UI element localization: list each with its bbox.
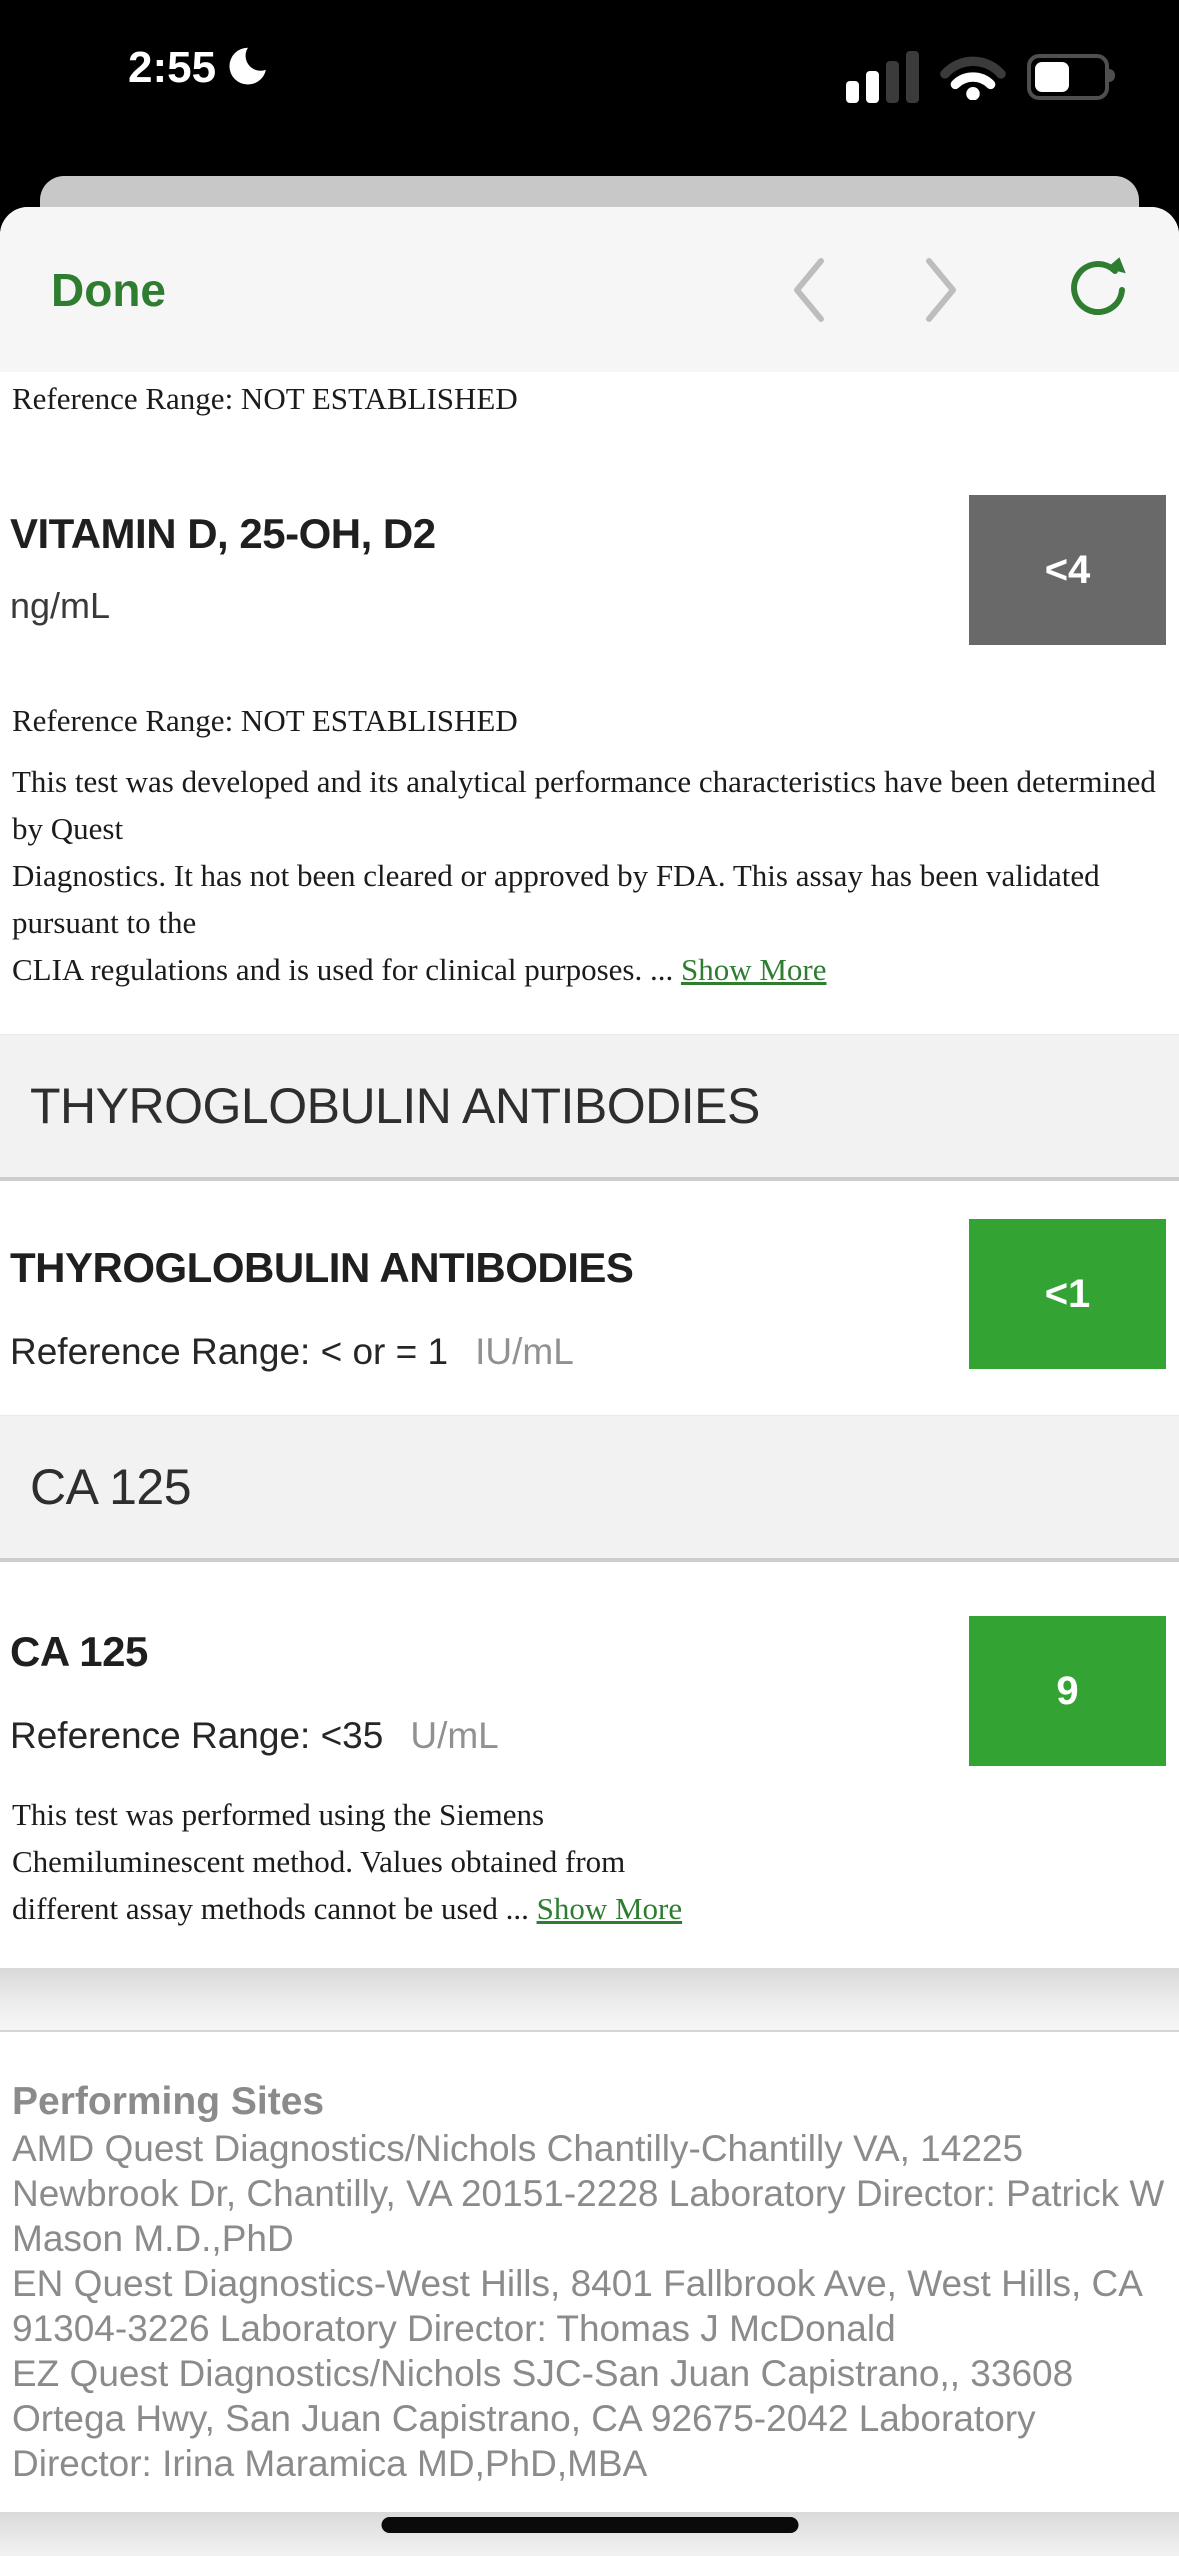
test-disclaimer	[12, 758, 1167, 993]
reference-range-unit: IU/mL	[475, 1331, 574, 1372]
reference-range-value: Reference Range: < or = 1	[10, 1331, 449, 1372]
show-more-link[interactable]: Show More	[680, 952, 827, 987]
lab-results-page	[0, 380, 1179, 2556]
section-divider	[0, 1968, 1179, 2032]
in-app-browser-sheet	[0, 207, 1179, 2556]
performing-sites-section	[0, 2032, 1179, 2486]
section-header-thyroglobulin: THYROGLOBULIN ANTIBODIES	[0, 1034, 1179, 1181]
reload-icon[interactable]	[1063, 255, 1129, 325]
reference-range-note: Reference Range: NOT ESTABLISHED	[12, 703, 518, 738]
test-unit: ng/mL	[10, 585, 111, 626]
performing-site-entry: AMD Quest Diagnostics/Nichols Chantilly-Chantilly VA, 14225 Newbrook Dr, Chantilly, VA 20151-2228 Laboratory Director: Patrick W Mason M.D.,PhD	[12, 2128, 1165, 2259]
back-chevron-icon[interactable]	[787, 255, 831, 325]
reference-range-unit: U/mL	[410, 1715, 499, 1756]
result-badge: 9	[969, 1616, 1166, 1766]
test-name: THYROGLOBULIN ANTIBODIES	[10, 1244, 634, 1291]
do-not-disturb-moon-icon	[226, 42, 272, 93]
home-indicator[interactable]	[381, 2517, 798, 2533]
disclaimer-line: CLIA regulations and is used for clinical purposes. ...	[12, 952, 674, 987]
status-bar	[0, 0, 1179, 177]
test-disclaimer	[12, 1791, 712, 1932]
show-more-link[interactable]: Show More	[536, 1891, 683, 1926]
test-name: CA 125	[10, 1628, 148, 1675]
browser-toolbar	[0, 207, 1179, 372]
reference-range-note: Reference Range: NOT ESTABLISHED	[12, 381, 518, 416]
cellular-signal-icon	[846, 51, 919, 103]
test-name: VITAMIN D, 25-OH, D2	[10, 510, 436, 557]
disclaimer-line: Diagnostics. It has not been cleared or approved by FDA. This assay has been validated pursuant to the	[12, 858, 1100, 940]
result-badge: <4	[969, 495, 1166, 645]
performing-sites-title: Performing Sites	[12, 2080, 325, 2123]
test-card-thyroglobulin	[0, 1219, 1179, 1372]
performing-site-entry: EN Quest Diagnostics-West Hills, 8401 Fallbrook Ave, West Hills, CA 91304-3226 Laboratory Director: Thomas J McDonald	[12, 2263, 1141, 2349]
disclaimer-line: Chemiluminescent method. Values obtained from	[12, 1844, 626, 1879]
disclaimer-line: different assay methods cannot be used ...	[12, 1891, 529, 1926]
disclaimer-line: This test was performed using the Siemens	[12, 1797, 545, 1832]
test-card-ca125	[0, 1616, 1179, 1766]
result-badge: <1	[969, 1219, 1166, 1369]
battery-icon	[1027, 54, 1109, 100]
section-header-ca125: CA 125	[0, 1415, 1179, 1562]
performing-site-entry: EZ Quest Diagnostics/Nichols SJC-San Juan Capistrano,, 33608 Ortega Hwy, San Juan Capistrano, CA 92675-2042 Laboratory Director: Irina Maramica MD,PhD,MBA	[12, 2353, 1074, 2484]
forward-chevron-icon[interactable]	[919, 255, 963, 325]
test-card-vitamin-d	[0, 495, 1179, 645]
clock-label: 2:55	[128, 42, 217, 92]
wifi-icon	[939, 48, 1007, 105]
done-button[interactable]: Done	[51, 263, 166, 316]
reference-range-value: Reference Range: <35	[10, 1715, 384, 1756]
disclaimer-line: This test was developed and its analytical performance characteristics have been determined by Quest	[12, 764, 1156, 846]
